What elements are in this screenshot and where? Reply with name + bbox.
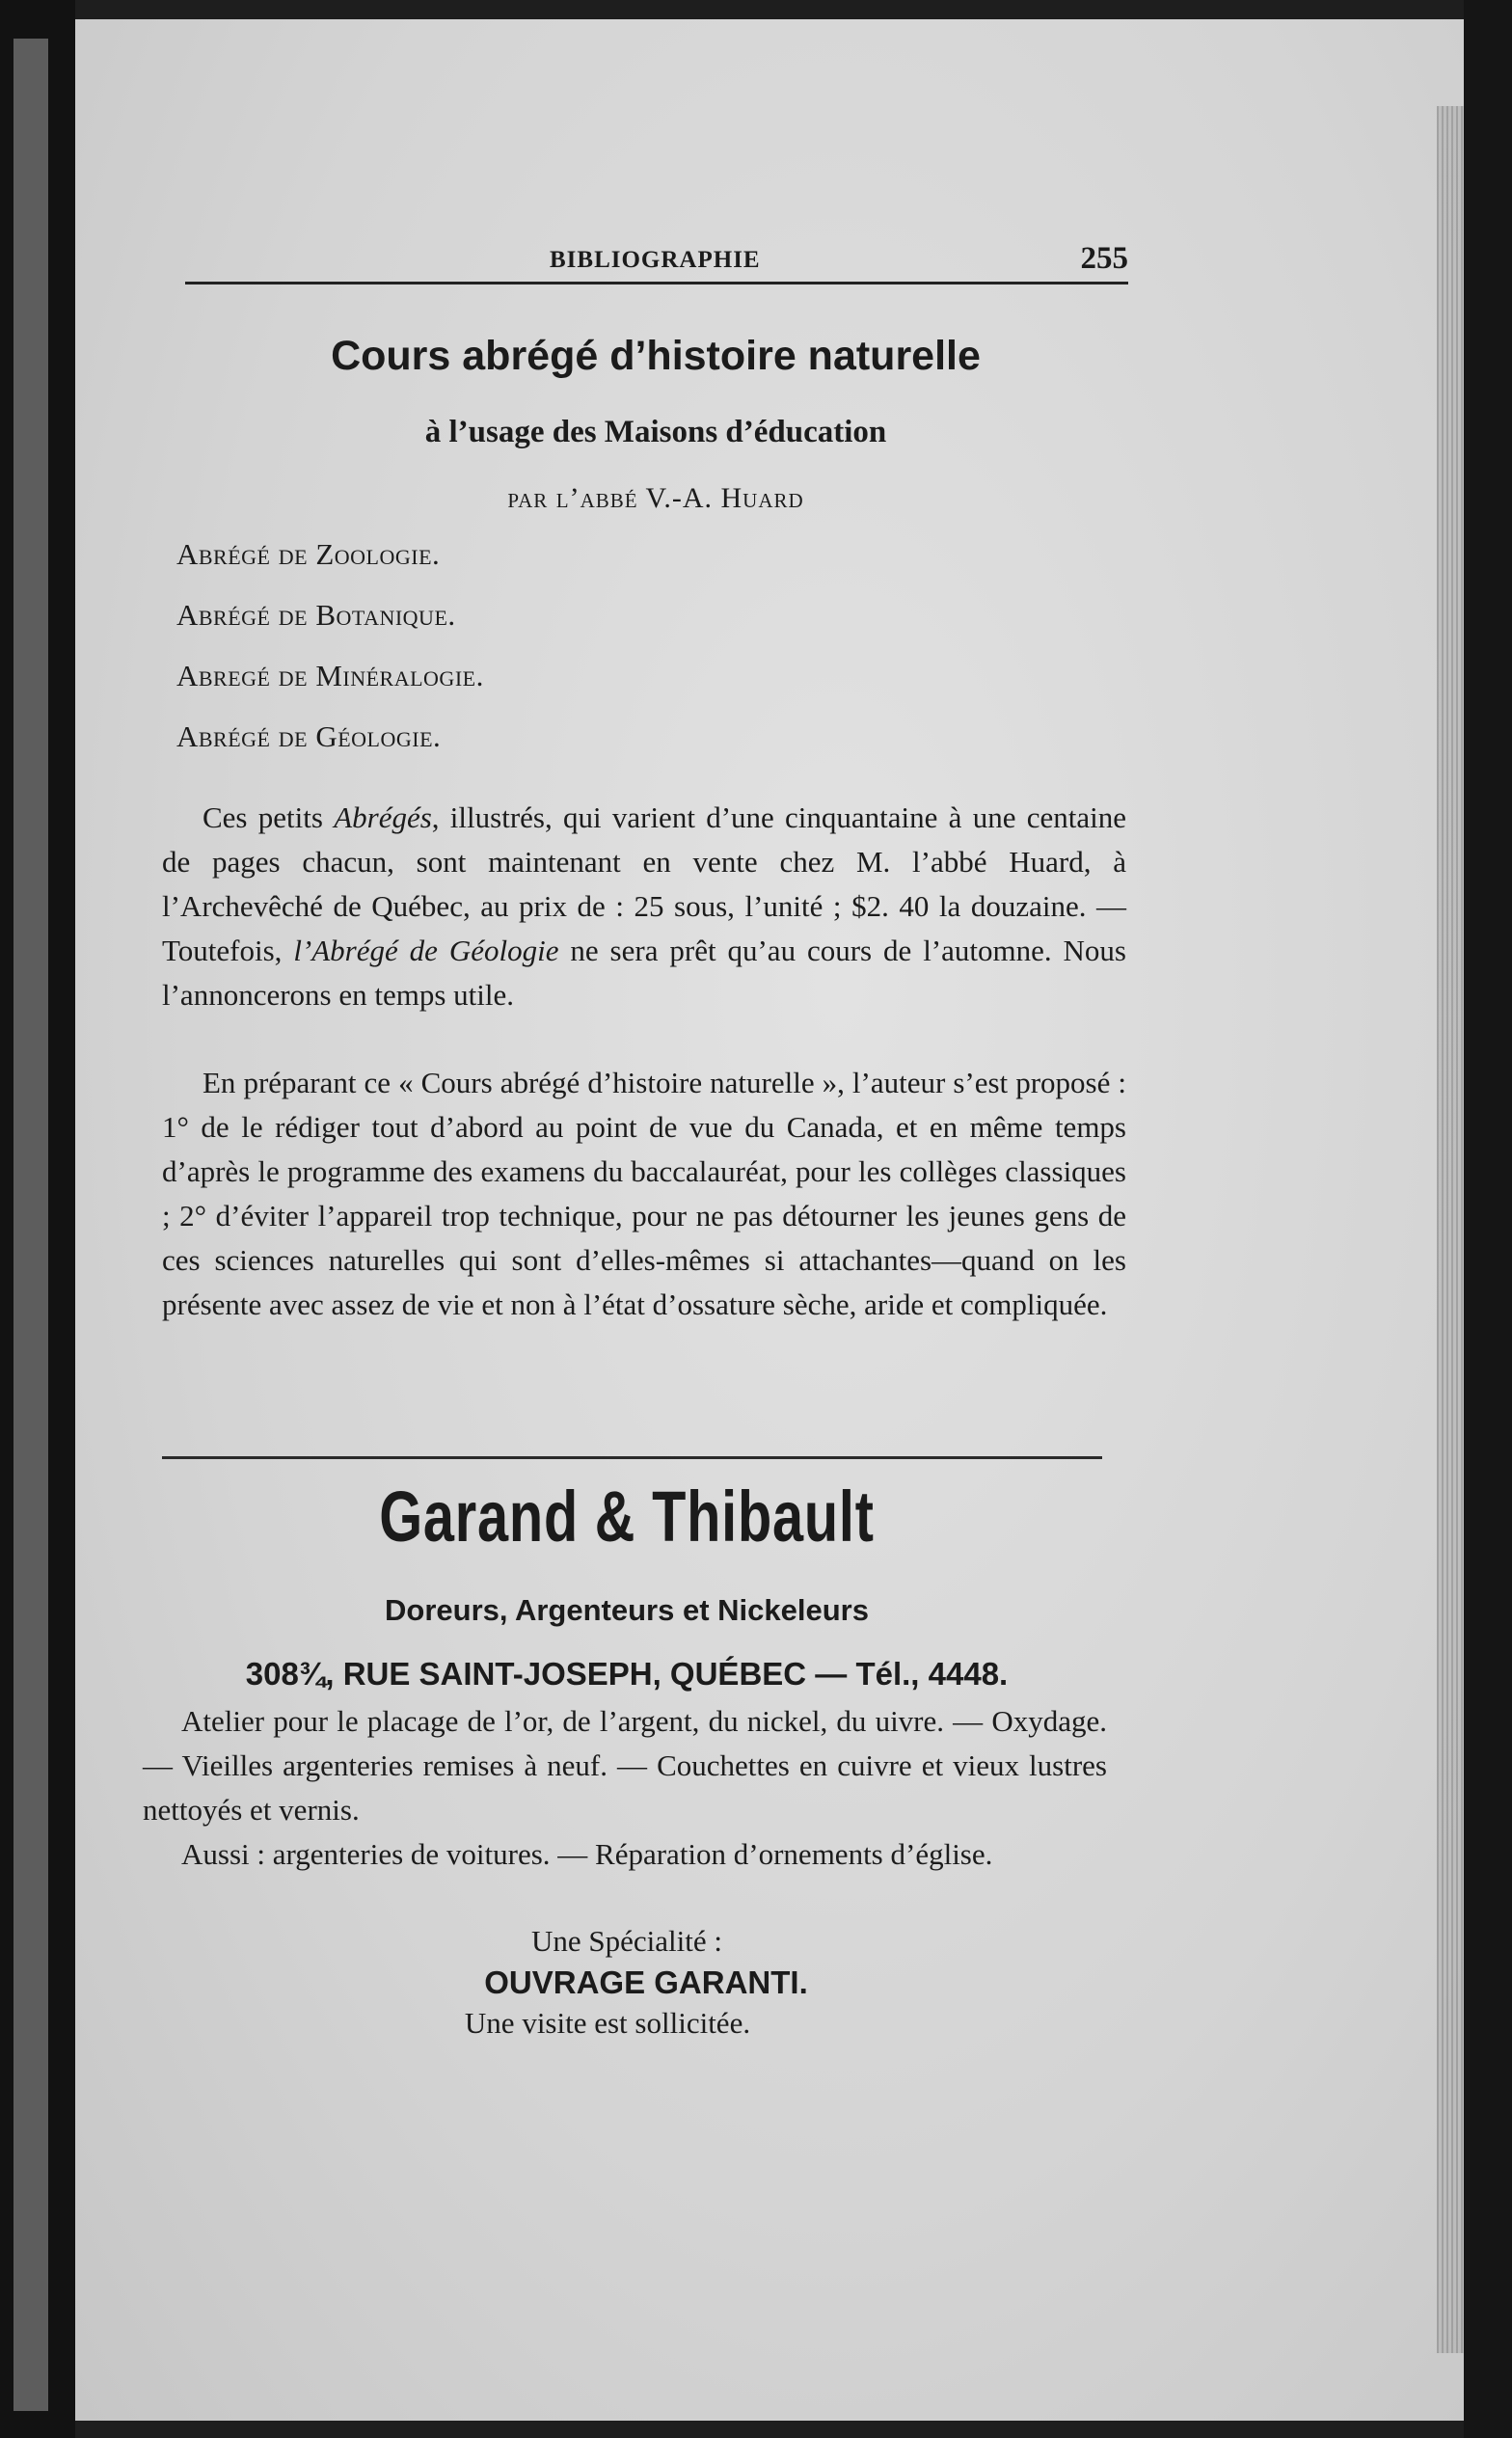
ad-paragraph-2 <box>143 1832 1107 1877</box>
scan-border-right <box>1464 0 1512 2438</box>
volume-list-item: Abregé de Minéralogie. <box>176 659 484 692</box>
volume-list-item: Abrégé de Zoologie. <box>176 537 441 571</box>
paragraph-text: Atelier pour le placage de l’or, de l’argent, du nickel, du uivre. — Oxydage. — Vieilles argenteries remises à neuf. — Couchettes en cuivre et vieux lustres nettoyés et vernis. <box>143 1704 1107 1827</box>
running-header-title: BIBLIOGRAPHIE <box>550 247 761 273</box>
italic-title: l’Abrégé de Géologie <box>293 934 559 967</box>
notice-subtitle: à l’usage des Maisons d’éducation <box>424 415 887 449</box>
notice-paragraph-1 <box>162 796 1126 1017</box>
header-rule <box>185 282 1128 284</box>
facing-page-edge <box>14 39 48 2411</box>
italic-title: Abrégés <box>334 800 432 834</box>
running-header <box>183 241 1128 280</box>
visit-invitation: Une visite est sollicitée. <box>464 2006 751 2040</box>
firm-address: 308¾, RUE SAINT-JOSEPH, QUÉBEC — Tél., 4448. <box>245 1656 1009 1692</box>
paragraph-text: Ces petits <box>202 800 335 834</box>
specialty-label: Une Spécialité : <box>531 1924 722 1958</box>
notice-author: par l’abbé V.-A. Huard <box>507 482 804 514</box>
notice-title: Cours abrégé d’histoire naturelle <box>331 333 981 379</box>
volume-list-item: Abrégé de Géologie. <box>176 719 442 753</box>
firm-trades: Doreurs, Argenteurs et Nickeleurs <box>385 1593 869 1627</box>
specialty-value: OUVRAGE GARANTI. <box>484 1964 808 2000</box>
firm-name: Garand & Thibault <box>379 1476 875 1557</box>
paragraph-text: ne sera prêt qu’au cours de l’automne. Nous l’annoncerons en temps utile. <box>162 934 1126 1012</box>
paragraph-text: Aussi : argenteries de voitures. — Réparation d’ornements d’église. <box>181 1837 993 1871</box>
paragraph-text: , illustrés, qui varient d’une cinquantaine à une centaine de pages chacun, sont maintenant en vente chez M. l’abbé Huard, à l’Archevêché de Québec, au prix de : 25 sous, l’unité ; $2. 40 la douzaine. — Toutefois, <box>162 800 1126 967</box>
volume-list-item: Abrégé de Botanique. <box>176 598 456 632</box>
section-divider <box>162 1456 1102 1459</box>
ad-paragraph-1 <box>143 1699 1107 1832</box>
notice-paragraph-2 <box>162 1061 1126 1327</box>
page-number: 255 <box>1080 241 1128 276</box>
paragraph-text: En préparant ce « Cours abrégé d’histoire naturelle », l’auteur s’est proposé : 1° de le rédiger tout d’abord au point de vue du Canada, et en même temps d’après le programme des examens du baccalauréat, pour les collèges classiques ; 2° d’éviter l’appareil trop technique, pour ne pas détourner les jeunes gens de ces sciences naturelles qui sont d’elles-mêmes si attachantes—quand on les présente avec assez de vie et non à l’état d’ossature sèche, aride et compliquée. <box>162 1066 1126 1321</box>
